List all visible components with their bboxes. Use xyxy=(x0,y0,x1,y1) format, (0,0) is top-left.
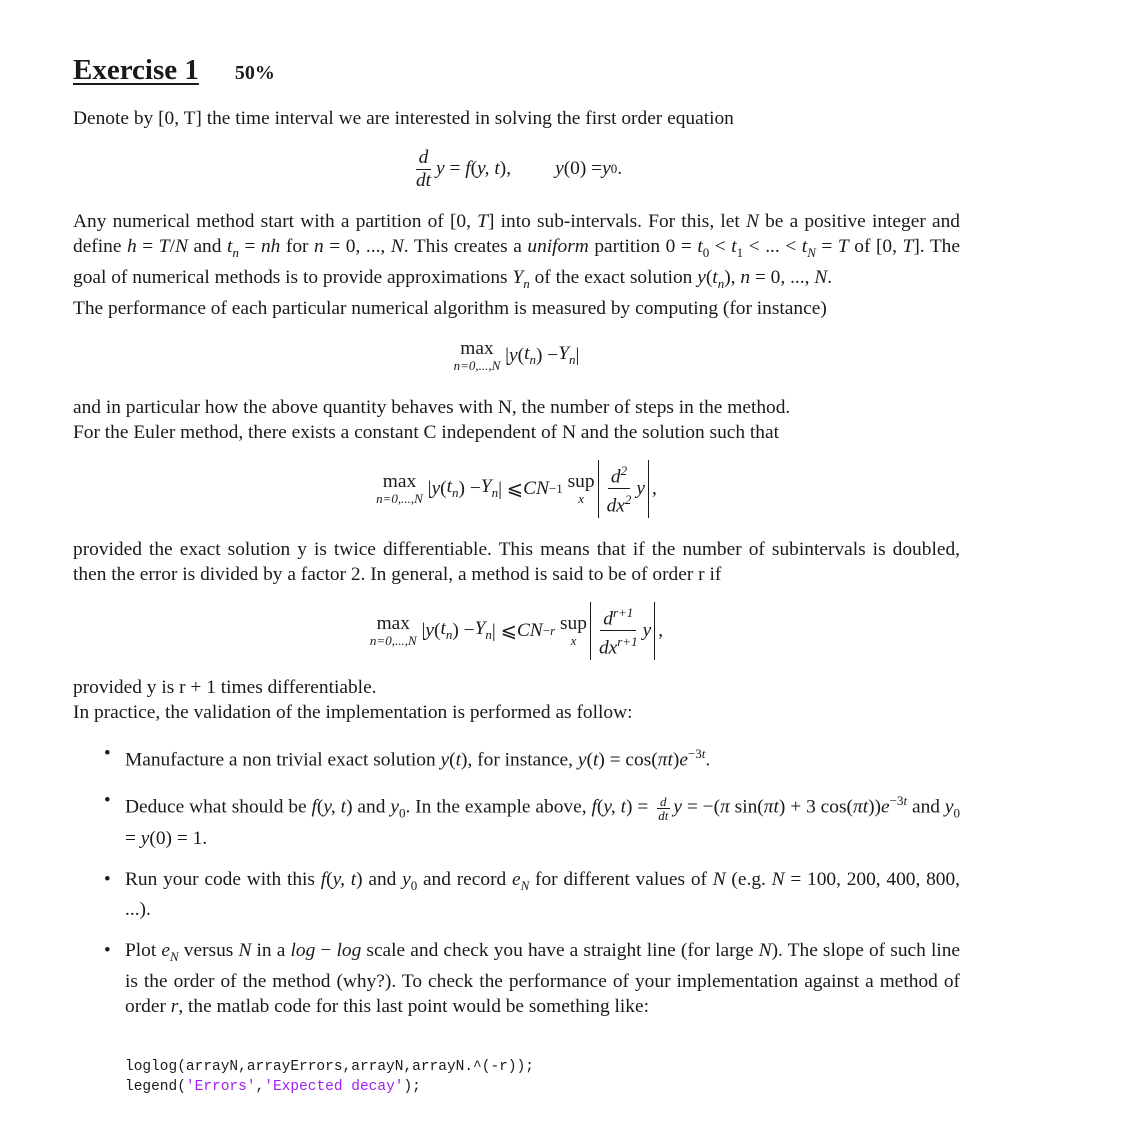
example-values: 100, 200, 400, 800, ...). xyxy=(125,868,961,921)
partition-paragraph: Any numerical method start with a partition of [0, T] into sub-intervals. For this, let N be a positive integer and define h = T/N and $t_n$ = nh for n = 0, ..., N. This creates a uniform partition $0 = t_0 < t_1$ < ... < $t_N = T$ of [0, T]. The goal of numerical methods is to provide approximations $Y_n$ of the exact solution $y(t_n)$, n = 0, ..., N. xyxy=(73,211,960,291)
list-item: • Plot $e_N$ versus N in a log − log scale and check you have a straight line (for large N). The slope of such line is the order of the method (why?). To check the performance of your implementation against a method of order r, the matlab code for this last point would be something like: xyxy=(104,940,961,1018)
euler-paragraph: For the Euler method, there exists a constant C independent of N and the solution such that xyxy=(73,421,779,443)
r-plus-one-paragraph: provided y is r + 1 times differentiable. xyxy=(73,676,377,698)
exercise-page xyxy=(73,54,960,1097)
list-item: • Deduce what should be f(y, t) and $y_0$. In the example above, f(y, t) = $\frac{d}{dt}$ y = −(π sin(πt) + 3 $\cos(\pi t))e^{-3t}$ and $y_0 = y(0) = 1$. xyxy=(104,790,960,849)
behaviour-paragraph: and in particular how the above quantity behaves with N, the number of steps in the method. xyxy=(73,396,791,418)
uniform-word: uniform xyxy=(527,236,589,257)
list-item: • Manufacture a non trivial exact solution y(t), for instance, $y(t) = \cos(\pi t)e^{-3t}$. xyxy=(104,742,711,771)
order-r-bound-equation: max n=0,...,N | y ( $t_n$ ) − $Y_n$ | ⩽ CN −r sup x $\frac{d^{r+1}}{dx^{r+1}}$ y , xyxy=(73,601,960,661)
exercise-weight: 50% xyxy=(234,62,275,84)
list-item: • Run your code with this f(y, t) and $y_0$ and record $e_N$ for different values of N (e.g. N = 100, 200, 400, 800, ...). xyxy=(104,868,961,921)
differentiable-paragraph: provided the exact solution y is twice differentiable. This means that if the number of subintervals is doubled, then the error is divided by a factor 2. In general, a method is said to be of order r if xyxy=(73,538,960,585)
ode-equation: $\frac{d}{dt}$ y = f ( y, t ), y (0) = y 0 . xyxy=(415,146,623,191)
validation-paragraph: In practice, the validation of the implementation is performed as follow: xyxy=(73,701,633,723)
intro-paragraph: Denote by [0, T] the time interval we are interested in solving the first order equation xyxy=(73,108,734,129)
code-line-1: loglog(arrayN,arrayErrors,arrayN,arrayN.^(-r)); xyxy=(125,1059,534,1076)
exercise-title: Exercise 1 xyxy=(73,54,199,86)
max-error-equation: max n=0,...,N | y ( $t_n$ ) − $Y_n$ | xyxy=(453,338,580,374)
validation-steps-list xyxy=(73,741,960,1020)
performance-paragraph: The performance of each particular numerical algorithm is measured by computing (for instance) xyxy=(73,297,827,319)
exercise-header xyxy=(73,54,960,90)
code-line-2: legend('Errors','Expected decay'); xyxy=(125,1079,421,1096)
euler-bound-equation: max n=0,...,N | y ( $t_n$ ) − $Y_n$ | ⩽ CN −1 sup x $\frac{d^2}{dx^2}$ y , xyxy=(73,459,960,519)
matlab-code-block xyxy=(125,1057,960,1097)
